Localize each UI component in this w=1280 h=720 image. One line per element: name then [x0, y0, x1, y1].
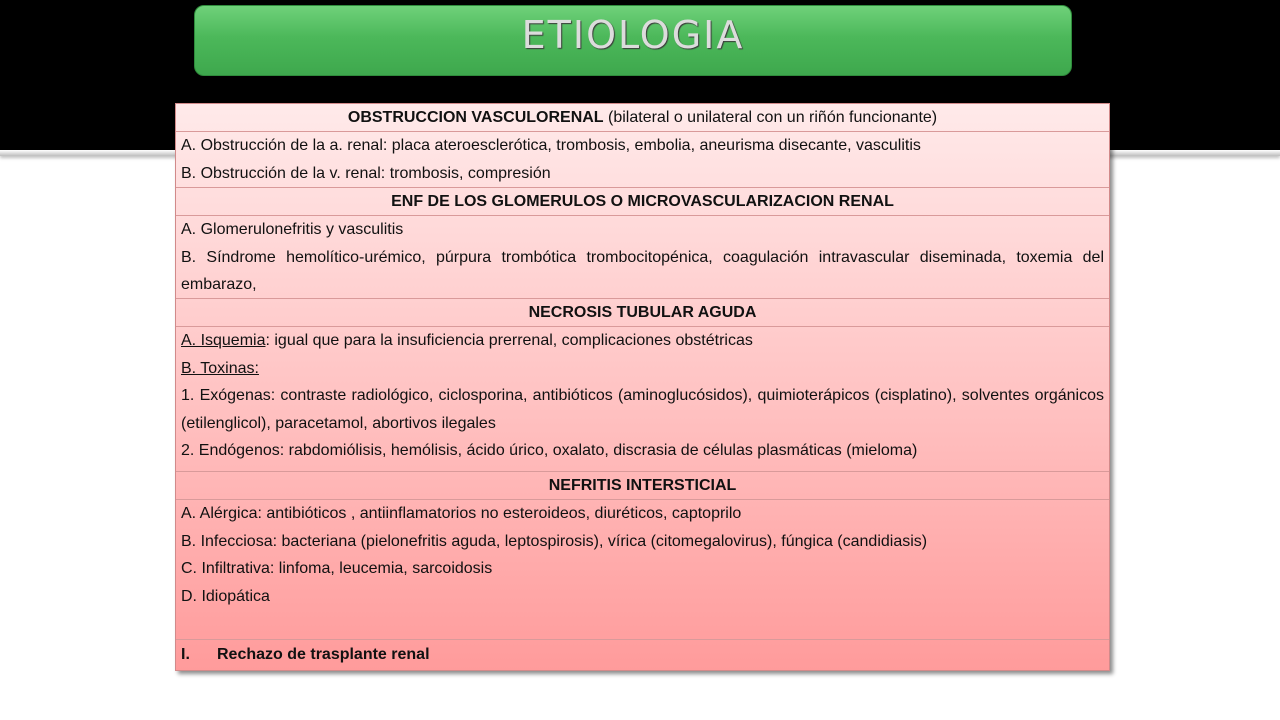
section-body-nefritis [176, 500, 1109, 640]
list-item: A. Alérgica: antibióticos , antiinflamatorios no esteroideos, diuréticos, captoprilo [181, 505, 742, 522]
list-item: A. Obstrucción de la a. renal: placa ateroesclerótica, trombosis, embolia, aneurisma disecante, vasculitis [181, 137, 921, 154]
toxinas-label: B. Toxinas: [181, 359, 259, 377]
list-item: A. Glomerulonefritis y vasculitis [181, 221, 404, 238]
list-item: C. Infiltrativa: linfoma, leucemia, sarcoidosis [181, 560, 493, 577]
section-number: I. [181, 646, 190, 663]
title-banner [194, 5, 1072, 76]
etiology-table [175, 103, 1110, 671]
section-header-obstruccion-bold: OBSTRUCCION VASCULORENAL [347, 109, 604, 126]
section-header-rechazo-text: Rechazo de trasplante renal [217, 646, 430, 663]
list-item: 2. Endógenos: rabdomiólisis, hemólisis, ácido úrico, oxalato, discrasia de células plasmáticas (mieloma) [181, 442, 918, 459]
list-item: B. Obstrucción de la v. renal: trombosis, compresión [181, 164, 551, 182]
list-item: B. Síndrome hemolítico-urémico, púrpura trombótica trombocitopénica, coagulación intravascular diseminada, toxemia del embarazo, [181, 248, 1104, 293]
section-body-necrosis [176, 327, 1109, 472]
isquemia-label: A. Isquemia [181, 332, 266, 349]
section-header-glomerulos [176, 188, 1109, 216]
section-header-glomerulos-text: ENF DE LOS GLOMERULOS O MICROVASCULARIZACION RENAL [391, 193, 894, 210]
section-header-obstruccion [176, 104, 1109, 132]
section-header-necrosis [176, 299, 1109, 327]
list-item [181, 327, 1104, 355]
list-item: D. Idiopática [181, 587, 270, 605]
section-body-glomerulos [176, 216, 1109, 299]
list-item: B. Infecciosa: bacteriana (pielonefritis aguda, leptospirosis), vírica (citomegalovirus), fúngica (candidiasis) [181, 532, 928, 550]
isquemia-text: : igual que para la insuficiencia prerrenal, complicaciones obstétricas [265, 332, 753, 349]
section-header-obstruccion-note: (bilateral o unilateral con un riñón funcionante) [603, 109, 938, 126]
section-header-nefritis [176, 472, 1109, 500]
section-body-obstruccion [176, 132, 1109, 188]
section-header-nefritis-text: NEFRITIS INTERSTICIAL [548, 477, 737, 494]
section-header-rechazo [176, 640, 1109, 670]
list-item [181, 355, 1104, 383]
list-item: 1. Exógenas: contraste radiológico, ciclosporina, antibióticos (aminoglucósidos), quimioterápicos (cisplatino), solventes orgánicos (etilenglicol), paracetamol, abortivos ilegales [181, 387, 1104, 432]
slide-title: ETIOLOGIA [521, 12, 745, 57]
section-header-necrosis-text: NECROSIS TUBULAR AGUDA [528, 304, 757, 321]
